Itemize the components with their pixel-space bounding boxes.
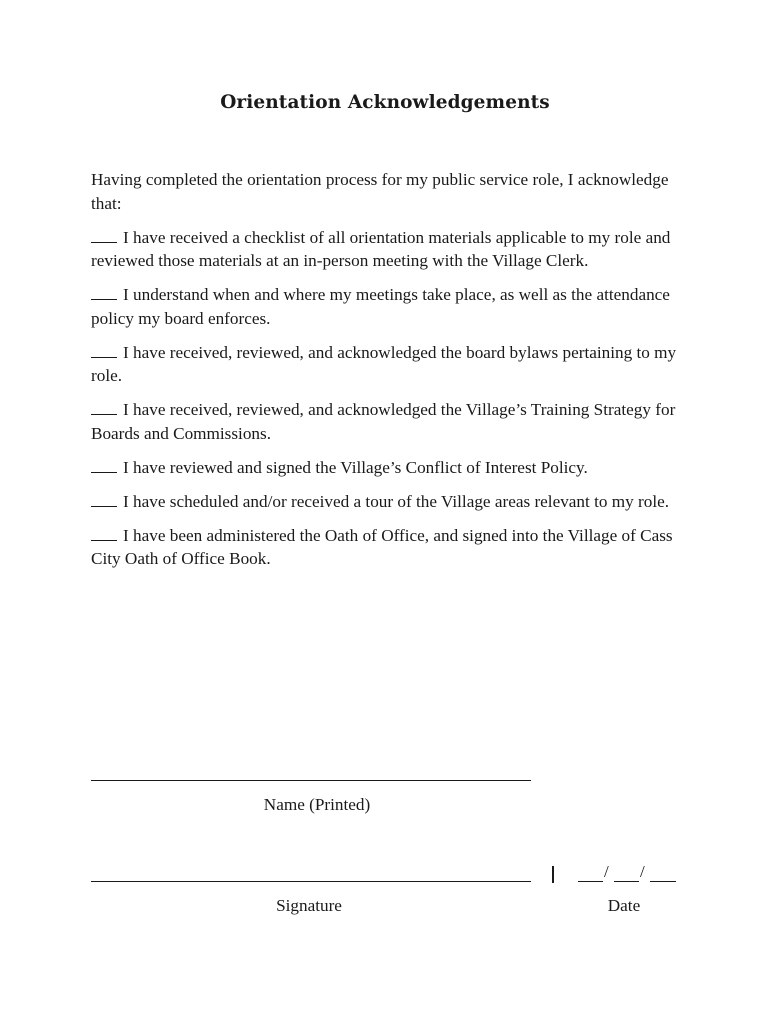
checkbox-blank[interactable] xyxy=(91,284,117,300)
date-slash: / xyxy=(640,862,645,881)
signature-line[interactable] xyxy=(91,881,531,882)
checkbox-blank[interactable] xyxy=(91,525,117,541)
date-month-line[interactable] xyxy=(578,881,603,882)
name-label: Name (Printed) xyxy=(263,795,371,814)
date-slash: / xyxy=(604,862,609,881)
acknowledgement-text: I have been administered the Oath of Office, and signed into the Village of Cass City Oath of Office Book. xyxy=(91,525,673,568)
acknowledgement-text: I have scheduled and/or received a tour of the Village areas relevant to my role. xyxy=(123,491,670,511)
date-label: Date xyxy=(607,896,641,915)
acknowledgement-text: I have received, reviewed, and acknowledged the board bylaws pertaining to my role. xyxy=(91,342,677,385)
date-day-line[interactable] xyxy=(614,881,639,882)
divider-bar xyxy=(552,866,554,883)
intro-paragraph: Having completed the orientation process for my public service role, I acknowledge that: xyxy=(91,170,669,213)
acknowledgement-text: I have reviewed and signed the Village’s Conflict of Interest Policy. xyxy=(123,457,588,477)
acknowledgement-text: I understand when and where my meetings take place, as well as the attendance policy my board enforces. xyxy=(91,285,670,328)
acknowledgement-item xyxy=(91,456,687,480)
checkbox-blank[interactable] xyxy=(91,457,117,473)
checkbox-blank[interactable] xyxy=(91,491,117,507)
acknowledgement-item xyxy=(91,283,687,330)
acknowledgement-text: I have received, reviewed, and acknowledged the Village’s Training Strategy for Boards and Commissions. xyxy=(91,400,676,443)
name-line[interactable] xyxy=(91,780,531,781)
acknowledgement-item xyxy=(91,490,687,514)
acknowledgement-item xyxy=(91,398,687,445)
acknowledgement-item xyxy=(91,524,687,571)
acknowledgement-text: I have received a checklist of all orientation materials applicable to my role and reviewed those materials at an in-person meeting with the Village Clerk. xyxy=(91,227,671,270)
acknowledgement-item xyxy=(91,226,687,273)
signature-label: Signature xyxy=(276,896,342,915)
date-year-line[interactable] xyxy=(650,881,676,882)
document-body xyxy=(91,168,687,581)
acknowledgement-item xyxy=(91,341,687,388)
document-title: Orientation Acknowledgements xyxy=(220,92,550,113)
checkbox-blank[interactable] xyxy=(91,227,117,243)
checkbox-blank[interactable] xyxy=(91,342,117,358)
checkbox-blank[interactable] xyxy=(91,399,117,415)
